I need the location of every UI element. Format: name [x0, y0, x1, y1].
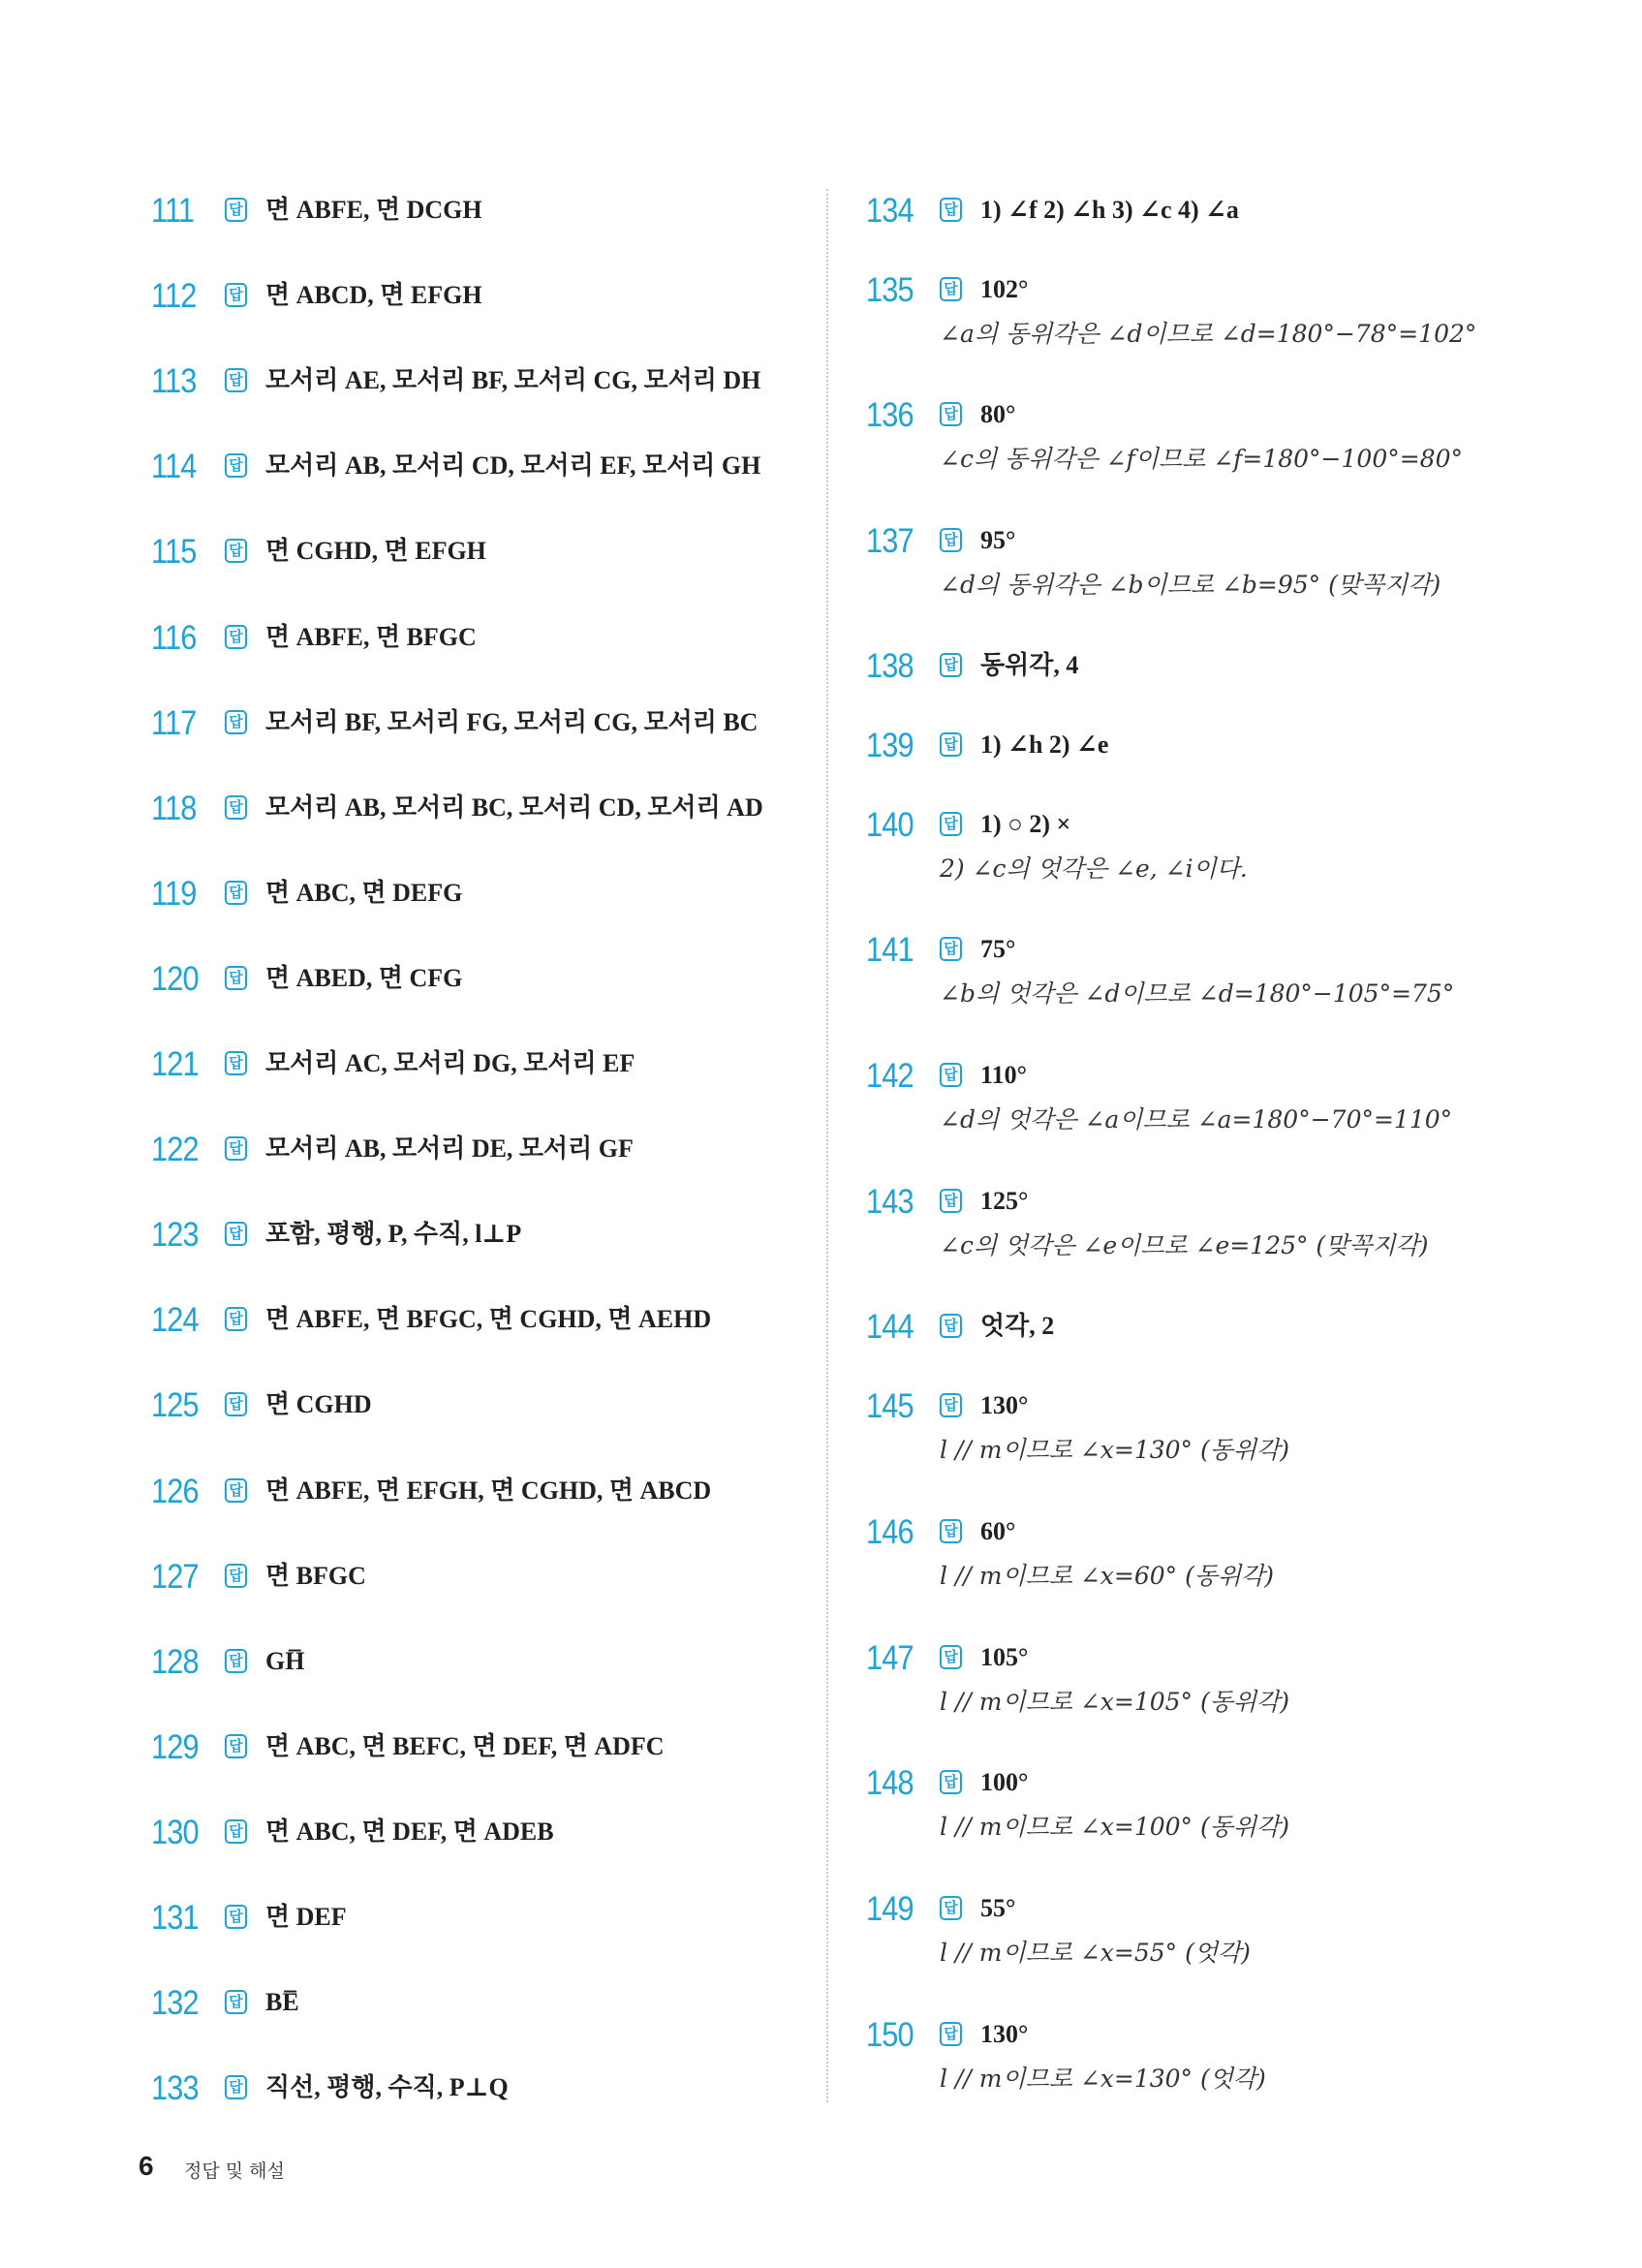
explanation-text: l // m이므로 ∠x=130° (엇각) [940, 2065, 1266, 2093]
answer-text: 모서리 AB, 모서리 BC, 모서리 CD, 모서리 AD [265, 792, 763, 822]
problem-number: 119 [151, 874, 197, 913]
problem-number: 142 [866, 1057, 914, 1095]
answer-badge: 답 [940, 1189, 962, 1213]
problem-number: 115 [151, 533, 197, 572]
answer-text: 면 DEF [265, 1903, 347, 1931]
answer-text: 130° [980, 1391, 1029, 1419]
problem-number: 146 [866, 1513, 914, 1551]
problem-number: 132 [151, 1984, 199, 2023]
answer-text: 면 ABC, 면 BEFC, 면 DEF, 면 ADFC [265, 1731, 665, 1760]
answer-badge: 답 [225, 1990, 247, 2014]
answer-text: 면 ABCD, 면 EFGH [265, 281, 482, 310]
problem-number: 125 [151, 1386, 199, 1425]
answer-badge: 답 [225, 1051, 247, 1075]
problem-number: 116 [151, 618, 197, 657]
problem-number: 135 [866, 271, 914, 309]
problem-number: 144 [866, 1308, 914, 1346]
problem-number: 143 [866, 1183, 914, 1221]
answer-text: 75° [980, 935, 1016, 963]
answer-badge: 답 [940, 2022, 962, 2046]
problem-number: 130 [151, 1813, 199, 1851]
problem-number: 120 [151, 959, 199, 998]
explanation-text: l // m이므로 ∠x=105° (동위각) [940, 1688, 1289, 1716]
answer-badge: 답 [940, 402, 962, 426]
answer-text: 1) ○ 2) × [980, 810, 1071, 838]
answer-text: 102° [980, 275, 1029, 303]
answer-badge: 답 [940, 653, 962, 677]
answer-badge: 답 [940, 812, 962, 836]
answer-text: 100° [980, 1768, 1029, 1796]
answer-badge: 답 [940, 1393, 962, 1417]
problem-number: 150 [866, 2016, 914, 2054]
answer-badge: 답 [940, 1770, 962, 1794]
explanation-text: ∠d의 엇각은 ∠a이므로 ∠a=180°−70°=110° [940, 1105, 1453, 1134]
problem-number: 136 [866, 396, 914, 434]
explanation-text: ∠c의 엇각은 ∠e이므로 ∠e=125° (맞꼭지각) [940, 1231, 1429, 1259]
explanation-text: 2) ∠c의 엇각은 ∠e, ∠i이다. [940, 854, 1248, 883]
explanation-text: ∠a의 동위각은 ∠d이므로 ∠d=180°−78°=102° [940, 320, 1477, 348]
answer-text: 95° [980, 526, 1016, 554]
answer-text: 모서리 AB, 모서리 CD, 모서리 EF, 모서리 GH [265, 451, 761, 481]
problem-number: 127 [151, 1557, 199, 1596]
answer-text: 면 ABC, 면 DEFG [265, 878, 463, 907]
column-divider [826, 189, 828, 2102]
answer-text: 면 ABFE, 면 DCGH [265, 196, 482, 224]
problem-number: 122 [151, 1131, 199, 1169]
answer-badge: 답 [225, 368, 247, 392]
problem-number: 134 [866, 192, 914, 230]
problem-number: 148 [866, 1764, 914, 1802]
answer-badge: 답 [940, 1519, 962, 1543]
answer-text: 60° [980, 1517, 1016, 1545]
explanation-text: ∠d의 동위각은 ∠b이므로 ∠b=95° (맞꼭지각) [940, 571, 1441, 599]
answer-badge: 답 [225, 966, 247, 990]
answer-badge: 답 [225, 1734, 247, 1758]
problem-number: 129 [151, 1727, 199, 1766]
answer-text: GH̅ [265, 1646, 305, 1675]
answer-text: 면 ABFE, 면 EFGH, 면 CGHD, 면 ABCD [265, 1476, 712, 1505]
answer-badge: 답 [940, 528, 962, 552]
answer-badge: 답 [225, 1478, 247, 1503]
answer-badge: 답 [940, 937, 962, 961]
answer-badge: 답 [940, 277, 962, 301]
problem-number: 111 [151, 192, 195, 230]
footer-label: 정답 및 해설 [184, 2160, 285, 2182]
answer-text: 면 ABED, 면 CFG [265, 963, 463, 992]
problem-number: 123 [151, 1216, 199, 1255]
problem-number: 121 [151, 1045, 199, 1083]
answer-text: 면 CGHD, 면 EFGH [265, 537, 486, 566]
answer-text: 모서리 BF, 모서리 FG, 모서리 CG, 모서리 BC [265, 707, 759, 736]
answer-badge: 답 [225, 539, 247, 563]
explanation-text: ∠c의 동위각은 ∠f이므로 ∠f=180°−100°=80° [940, 445, 1463, 473]
explanation-text: l // m이므로 ∠x=60° (동위각) [940, 1562, 1275, 1590]
answer-badge: 답 [225, 283, 247, 307]
answer-text: 125° [980, 1187, 1029, 1215]
problem-number: 147 [866, 1639, 914, 1677]
answer-badge: 답 [225, 625, 247, 649]
answer-badge: 답 [225, 453, 247, 478]
problem-number: 114 [151, 448, 197, 486]
answer-badge: 답 [940, 198, 962, 222]
answer-badge: 답 [225, 1819, 247, 1844]
problem-number: 113 [151, 362, 197, 401]
problem-number: 141 [866, 931, 914, 969]
problem-number: 133 [151, 2069, 199, 2108]
explanation-text: l // m이므로 ∠x=100° (동위각) [940, 1813, 1289, 1841]
answer-badge: 답 [940, 1063, 962, 1087]
answer-text: 면 ABFE, 면 BFGC [265, 622, 477, 651]
answer-badge: 답 [225, 1307, 247, 1331]
problem-number: 140 [866, 806, 914, 844]
page-number: 6 [139, 2151, 154, 2181]
answer-badge: 답 [225, 1136, 247, 1161]
problem-number: 118 [151, 789, 197, 827]
answer-text: 포함, 평행, P, 수직, l⊥P [265, 1220, 522, 1249]
answer-text: 110° [980, 1061, 1027, 1089]
answer-text: 면 CGHD [265, 1390, 372, 1419]
problem-number: 138 [866, 647, 914, 685]
answer-text: 모서리 AB, 모서리 DE, 모서리 GF [265, 1134, 634, 1164]
problem-number: 149 [866, 1890, 914, 1928]
answer-text: BE̅ [265, 1988, 299, 2017]
answer-text: 직선, 평행, 수직, P⊥Q [265, 2073, 509, 2102]
answer-text: 면 BFGC [265, 1561, 366, 1590]
answer-text: 면 ABFE, 면 BFGC, 면 CGHD, 면 AEHD [265, 1305, 712, 1334]
answer-badge: 답 [940, 1645, 962, 1669]
answer-text: 130° [980, 2020, 1029, 2048]
answer-text: 동위각, 4 [980, 651, 1079, 679]
answer-badge: 답 [225, 2075, 247, 2099]
answer-text: 모서리 AE, 모서리 BF, 모서리 CG, 모서리 DH [265, 366, 761, 395]
answer-badge: 답 [225, 1392, 247, 1416]
answer-text: 면 ABC, 면 DEF, 면 ADEB [265, 1817, 554, 1846]
answer-text: 1) ∠h 2) ∠e [980, 730, 1109, 759]
answer-badge: 답 [940, 732, 962, 757]
answer-badge: 답 [225, 1564, 247, 1588]
answer-badge: 답 [225, 1222, 247, 1246]
answer-text: 1) ∠f 2) ∠h 3) ∠c 4) ∠a [980, 196, 1239, 224]
answer-badge: 답 [940, 1314, 962, 1338]
problem-number: 139 [866, 727, 914, 764]
answer-badge: 답 [225, 795, 247, 820]
problem-number: 137 [866, 522, 914, 560]
problem-number: 131 [151, 1899, 199, 1937]
explanation-text: l // m이므로 ∠x=55° (엇각) [940, 1939, 1251, 1967]
answer-badge: 답 [225, 198, 247, 222]
answer-text: 엇각, 2 [980, 1312, 1055, 1340]
answer-badge: 답 [225, 1905, 247, 1929]
answer-text: 55° [980, 1894, 1016, 1922]
explanation-text: l // m이므로 ∠x=130° (동위각) [940, 1436, 1289, 1464]
problem-number: 126 [151, 1472, 199, 1510]
answer-text: 모서리 AC, 모서리 DG, 모서리 EF [265, 1049, 635, 1077]
answer-badge: 답 [225, 881, 247, 905]
explanation-text: ∠b의 엇각은 ∠d이므로 ∠d=180°−105°=75° [940, 979, 1455, 1008]
problem-number: 145 [866, 1387, 914, 1425]
answer-badge: 답 [225, 710, 247, 734]
answer-badge: 답 [940, 1896, 962, 1920]
answer-text: 80° [980, 400, 1016, 428]
problem-number: 128 [151, 1642, 199, 1681]
problem-number: 112 [151, 277, 197, 316]
answer-text: 105° [980, 1643, 1029, 1671]
problem-number: 124 [151, 1301, 199, 1340]
answer-badge: 답 [225, 1649, 247, 1673]
problem-number: 117 [151, 703, 197, 742]
